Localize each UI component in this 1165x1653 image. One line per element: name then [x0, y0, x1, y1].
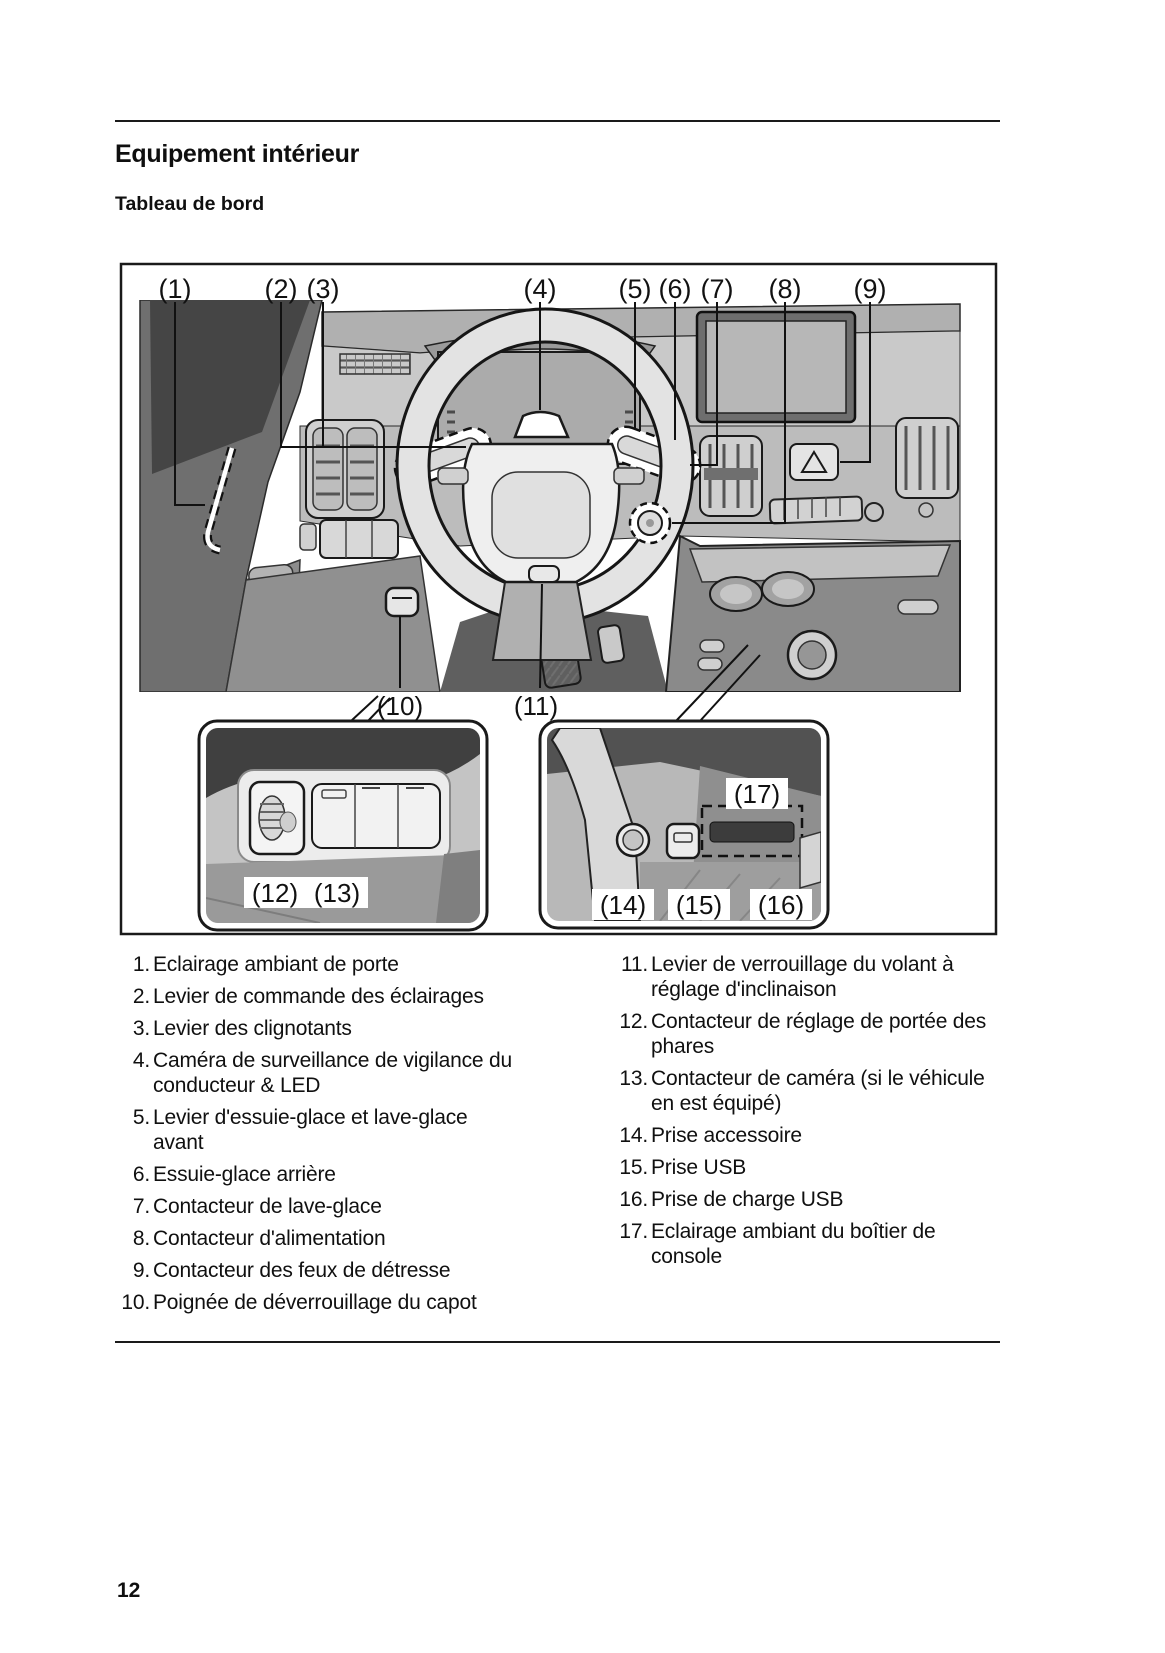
legend-item-text: Caméra de surveillance de vigilance du conducteur & LED — [153, 1049, 512, 1097]
legend-item-text: Contacteur de lave-glace — [153, 1195, 382, 1218]
legend-item — [114, 1162, 544, 1187]
callout-label-text: (16) — [757, 890, 805, 920]
legend-item-number: 9. — [132, 1259, 150, 1282]
page-title: Equipement intérieur — [115, 140, 360, 168]
legend-item — [114, 1194, 544, 1219]
legend-item — [114, 952, 544, 977]
legend-item-text: Levier de commande des éclairages — [153, 985, 484, 1008]
callout-label-11 — [514, 691, 558, 721]
legend-item-number: 10. — [121, 1291, 150, 1314]
legend-item-number: 8. — [132, 1227, 150, 1250]
callout-label-text: (4) — [523, 274, 557, 304]
legend-item-text: Poignée de déverrouillage du capot — [153, 1291, 477, 1314]
legend-item-text: Contacteur d'alimentation — [153, 1227, 386, 1250]
top-rule — [115, 120, 1000, 122]
legend-item-text: Contacteur de réglage de portée des phares — [651, 1010, 987, 1058]
legend-item-number: 4. — [132, 1049, 150, 1072]
callout-label-12 — [244, 877, 306, 908]
legend-item-text: Eclairage ambiant du boîtier de console — [651, 1220, 936, 1268]
callout-label-text: (6) — [658, 274, 692, 304]
legend-item-text: Prise de charge USB — [651, 1188, 844, 1211]
legend-item — [610, 952, 1030, 1002]
center-display — [697, 312, 855, 422]
legend-item-number: 12. — [619, 1010, 648, 1033]
legend-item-text: Levier des clignotants — [153, 1017, 352, 1040]
legend-item-text: Prise accessoire — [651, 1124, 802, 1147]
hood-release-handle — [386, 588, 418, 616]
power-button — [630, 503, 670, 543]
section-subtitle: Tableau de bord — [115, 193, 265, 215]
legend-item-number: 3. — [132, 1017, 150, 1040]
hazard-switch — [790, 444, 838, 480]
legend-item — [610, 1123, 1030, 1148]
bottom-rule — [115, 1341, 1000, 1343]
callout-label-text: (7) — [700, 274, 734, 304]
callout-label-8 — [769, 274, 802, 304]
legend-item — [610, 1219, 1030, 1269]
dashboard-drawing — [140, 300, 960, 692]
legend-item — [114, 1226, 544, 1251]
callout-label-text: (17) — [733, 779, 781, 809]
callout-label-1 — [159, 274, 192, 304]
legend-item-text: Contacteur des feux de détresse — [153, 1259, 451, 1282]
legend-column-right — [610, 952, 1030, 1276]
callout-label-5 — [619, 274, 652, 304]
legend-item — [610, 1155, 1030, 1180]
legend-column-left — [114, 952, 544, 1322]
callout-label-16 — [750, 889, 812, 920]
callout-label-text: (13) — [313, 878, 361, 908]
legend-item-number: 7. — [132, 1195, 150, 1218]
legend-item — [114, 1105, 544, 1155]
legend-item-number: 6. — [132, 1163, 150, 1186]
legend-item-text: Prise USB — [651, 1156, 747, 1179]
callout-label-13 — [306, 877, 368, 908]
rotary-knob — [865, 503, 883, 521]
dashboard-figure — [115, 250, 1000, 940]
callout-label-text: (8) — [768, 274, 802, 304]
callout-label-text: (10) — [376, 691, 424, 721]
legend-item-text: Eclairage ambiant de porte — [153, 953, 399, 976]
callout-label-6 — [659, 274, 692, 304]
legend-item-number: 2. — [132, 985, 150, 1008]
wheel-button-left — [438, 468, 468, 484]
wheel-button-right — [614, 468, 644, 484]
legend-item — [114, 1016, 544, 1041]
legend-item-text: Levier d'essuie-glace et lave-glace avant — [153, 1106, 468, 1154]
center-air-vent — [700, 436, 762, 516]
callout-label-text: (15) — [675, 890, 723, 920]
legend-item-text: Essuie-glace arrière — [153, 1163, 336, 1186]
callout-label-text: (1) — [158, 274, 192, 304]
legend-item-number: 13. — [619, 1067, 648, 1090]
driver-monitoring-camera — [515, 412, 568, 437]
legend-item — [114, 984, 544, 1009]
legend-item-number: 5. — [132, 1106, 150, 1129]
usb-port — [667, 824, 699, 858]
callout-label-17 — [726, 778, 788, 809]
legend-item-number: 11. — [620, 953, 648, 976]
callout-label-text: (14) — [599, 890, 647, 920]
callout-label-9 — [854, 274, 887, 304]
tilt-lock-lever — [529, 566, 559, 582]
callout-label-7 — [701, 274, 734, 304]
usb-charge-port — [710, 822, 794, 842]
callout-label-text: (9) — [853, 274, 887, 304]
legend-item — [114, 1290, 544, 1315]
legend-item-number: 1. — [132, 953, 150, 976]
legend-item — [114, 1048, 544, 1098]
legend-item — [610, 1066, 1030, 1116]
callout-label-4 — [524, 274, 557, 304]
speaker-grille — [340, 354, 410, 374]
legend-item-number: 15. — [619, 1156, 648, 1179]
callout-label-15 — [668, 889, 730, 920]
callout-label-text: (2) — [264, 274, 298, 304]
callout-label-14 — [592, 889, 654, 920]
page-number: 12 — [117, 1579, 141, 1602]
vent-knob — [919, 503, 933, 517]
airbag-pad — [492, 472, 590, 558]
callout-label-2 — [265, 274, 298, 304]
callout-label-text: (12) — [251, 878, 299, 908]
legend-item-number: 14. — [619, 1124, 648, 1147]
callout-label-text: (5) — [618, 274, 652, 304]
callout-label-10 — [377, 691, 423, 721]
center-console — [666, 536, 960, 692]
legend-item — [610, 1187, 1030, 1212]
legend-item-number: 16. — [619, 1188, 648, 1211]
left-air-vents — [306, 420, 384, 518]
callout-label-text: (11) — [513, 691, 559, 721]
legend-item-number: 17. — [619, 1220, 648, 1243]
camera-switch-panel — [312, 784, 440, 848]
legend-item-text: Levier de verrouillage du volant à réglage d'inclinaison — [651, 953, 954, 1001]
legend-item — [114, 1258, 544, 1283]
legend-item-text: Contacteur de caméra (si le véhicule en est équipé) — [651, 1067, 985, 1115]
callout-label-text: (3) — [306, 274, 340, 304]
legend-item — [610, 1009, 1030, 1059]
callout-label-3 — [307, 274, 340, 304]
